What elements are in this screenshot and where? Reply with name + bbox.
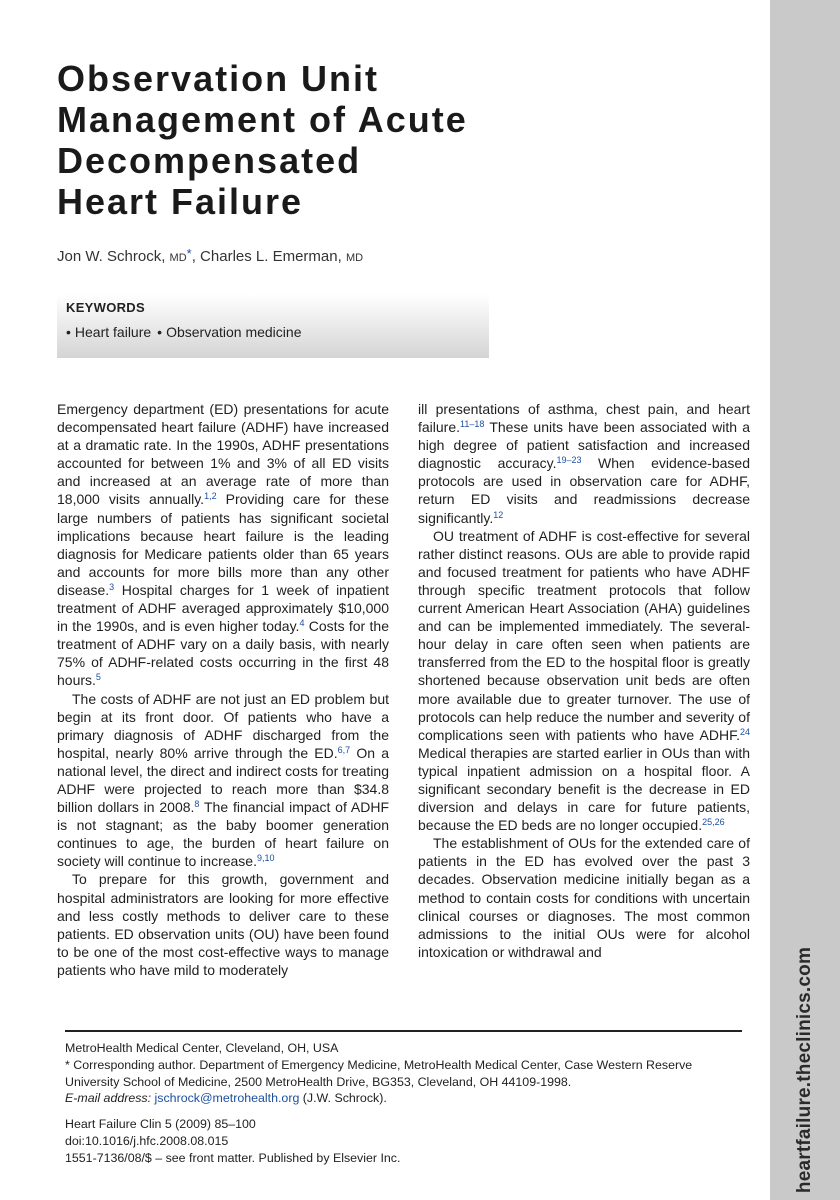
journal-citation: Heart Failure Clin 5 (2009) 85–100	[65, 1117, 256, 1132]
paragraph-text: OU treatment of ADHF is cost-effective for several rather distinct reasons. OUs are able to provide rapid and focused treatment for patients who have ADHF through specific treatment protocols that follow current American Heart Association (AHA) guidelines and can be implemented immediately. The several-hour delay in care often seen when patients are transferred from the ED to the hospital floor is greatly shortened because observation unit beds are often more available due to greater turnover. The use of protocols can help reduce the number and severity of complications seen with patients who have ADHF.	[418, 527, 750, 743]
citation-ref[interactable]: 1,2	[204, 491, 217, 502]
paragraph-text: The financial impact of ADHF is not stagnant; as the baby boomer generation continues to age, the burden of heart failure on society will continue to increase.	[57, 799, 389, 870]
footnote-divider	[65, 1030, 742, 1032]
citation-ref[interactable]: 4	[299, 618, 305, 629]
paragraph-text: These units have been associated with a high degree of patient satisfaction and increased diagnostic accuracy.	[418, 419, 750, 472]
citation-ref[interactable]: 19–23	[556, 455, 582, 466]
author-list	[57, 246, 363, 265]
body-paragraph	[418, 527, 750, 835]
paragraph-text: ill presentations of asthma, chest pain, and heart failure.	[418, 401, 750, 436]
body-column-left	[57, 400, 389, 979]
body-column-right	[418, 400, 750, 961]
paragraph-text: Providing care for these large numbers of patients has significant societal implications because heart failure is the leading diagnosis for Medicare patients older than 65 years and accounts for more bills more than any other disease.	[57, 491, 389, 598]
citation-ref[interactable]: 9,10	[257, 853, 275, 864]
body-paragraph	[57, 400, 389, 690]
corresponding-author-note: * Corresponding author. Department of Emergency Medicine, MetroHealth Medical Center, Case Western Reserve University School of Medicine, 2500 MetroHealth Drive, BG353, Cleveland, OH 44109-1998.	[65, 1057, 693, 1089]
body-paragraph: To prepare for this growth, government and hospital administrators are looking for more effective and less costly methods to deliver care to these patients. ED observation units (OU) have been found to be one of the most cost-effective ways to manage patients who have mild to moderately	[57, 871, 389, 978]
paragraph-text: Costs for the treatment of ADHF vary on a daily basis, with nearly 75% of ADHF-related costs occurring in the first 48 hours.	[57, 618, 389, 689]
email-link[interactable]: jschrock@metrohealth.org	[154, 1091, 300, 1106]
citation-ref[interactable]: 8	[194, 799, 200, 810]
email-label: E-mail address:	[65, 1091, 152, 1106]
body-paragraph	[57, 690, 389, 871]
author-name: , Charles L. Emerman,	[191, 248, 346, 265]
body-paragraph: The establishment of OUs for the extended care of patients in the ED has evolved over the past 3 decades. Observation medicine initially began as a method to contain costs for conditions with uncertain clinical courses or diagnoses. The most common admissions to the initial OUs were for alcohol intoxication or withdrawal and	[418, 835, 750, 960]
citation-ref[interactable]: 24	[739, 726, 750, 737]
email-line	[65, 1090, 745, 1107]
corresponding-author-mark[interactable]: *	[186, 246, 192, 261]
citation-ref[interactable]: 3	[109, 581, 115, 592]
body-paragraph	[418, 400, 750, 527]
paragraph-text: Emergency department (ED) presentations for acute decompensated heart failure (ADHF) have increased at a dramatic rate. In the 1990s, ADHF presentations accounted for between 1% and 3% of all ED visits and increased at an average rate of more than 18,000 visits annually.	[57, 401, 389, 508]
paragraph-text: Medical therapies are started earlier in OUs than with typical inpatient admission on a hospital floor. A significant secondary benefit is the decrease in ED diversion and delays in care for future patients, because the ED beds are no longer occupied.	[418, 744, 750, 834]
paragraph-text: The costs of ADHF are not just an ED problem but begin at its front door. Of patients who have a primary diagnosis of ADHF discharged from the hospital, nearly 80% arrive through the ED.	[57, 690, 389, 761]
citation-ref[interactable]: 12	[493, 509, 504, 520]
journal-url: heartfailure.theclinics.com	[794, 946, 815, 1194]
affiliation: MetroHealth Medical Center, Cleveland, OH, USA	[65, 1041, 339, 1055]
keywords-list	[66, 324, 301, 340]
issn-line: 1551-7136/08/$ – see front matter. Published by Elsevier Inc.	[65, 1150, 401, 1165]
keywords-heading: KEYWORDS	[66, 300, 145, 315]
bullet-icon: •	[157, 324, 163, 340]
citation-ref[interactable]: 5	[95, 672, 101, 683]
citation-ref[interactable]: 6,7	[337, 744, 351, 755]
bullet-icon: •	[66, 324, 71, 340]
title-line: Decompensated	[57, 140, 362, 181]
title-line: Management of Acute	[57, 99, 468, 140]
citation-ref[interactable]: 11–18	[460, 419, 485, 430]
email-suffix: (J.W. Schrock).	[299, 1091, 387, 1106]
title-line: Heart Failure	[57, 181, 304, 222]
paragraph-text: When evidence-based protocols are used in observation care for ADHF, return ED visits and readmissions decrease significantly.	[418, 455, 750, 526]
citation-ref[interactable]: 25,26	[702, 817, 725, 828]
footnotes	[65, 1040, 745, 1167]
journal-sidebar	[770, 0, 840, 1200]
author-degree: MD	[345, 252, 364, 264]
paragraph-text: On a national level, the direct and indirect costs for treating ADHF were projected to reach more than $34.8 billion dollars in 2008.	[57, 744, 389, 816]
author-name: Jon W. Schrock,	[57, 248, 170, 265]
keyword-item: Heart failure	[74, 324, 152, 340]
keyword-item: Observation medicine	[166, 324, 302, 340]
keywords-box	[57, 294, 489, 358]
doi: doi:10.1016/j.hfc.2008.08.015	[65, 1133, 229, 1148]
author-degree: MD	[169, 252, 187, 264]
article-title	[57, 58, 527, 222]
title-line: Observation Unit	[57, 58, 380, 99]
paragraph-text: Hospital charges for 1 week of inpatient treatment of ADHF averaged approximately $10,000 in the 1990s, and is even higher today.	[57, 581, 389, 635]
